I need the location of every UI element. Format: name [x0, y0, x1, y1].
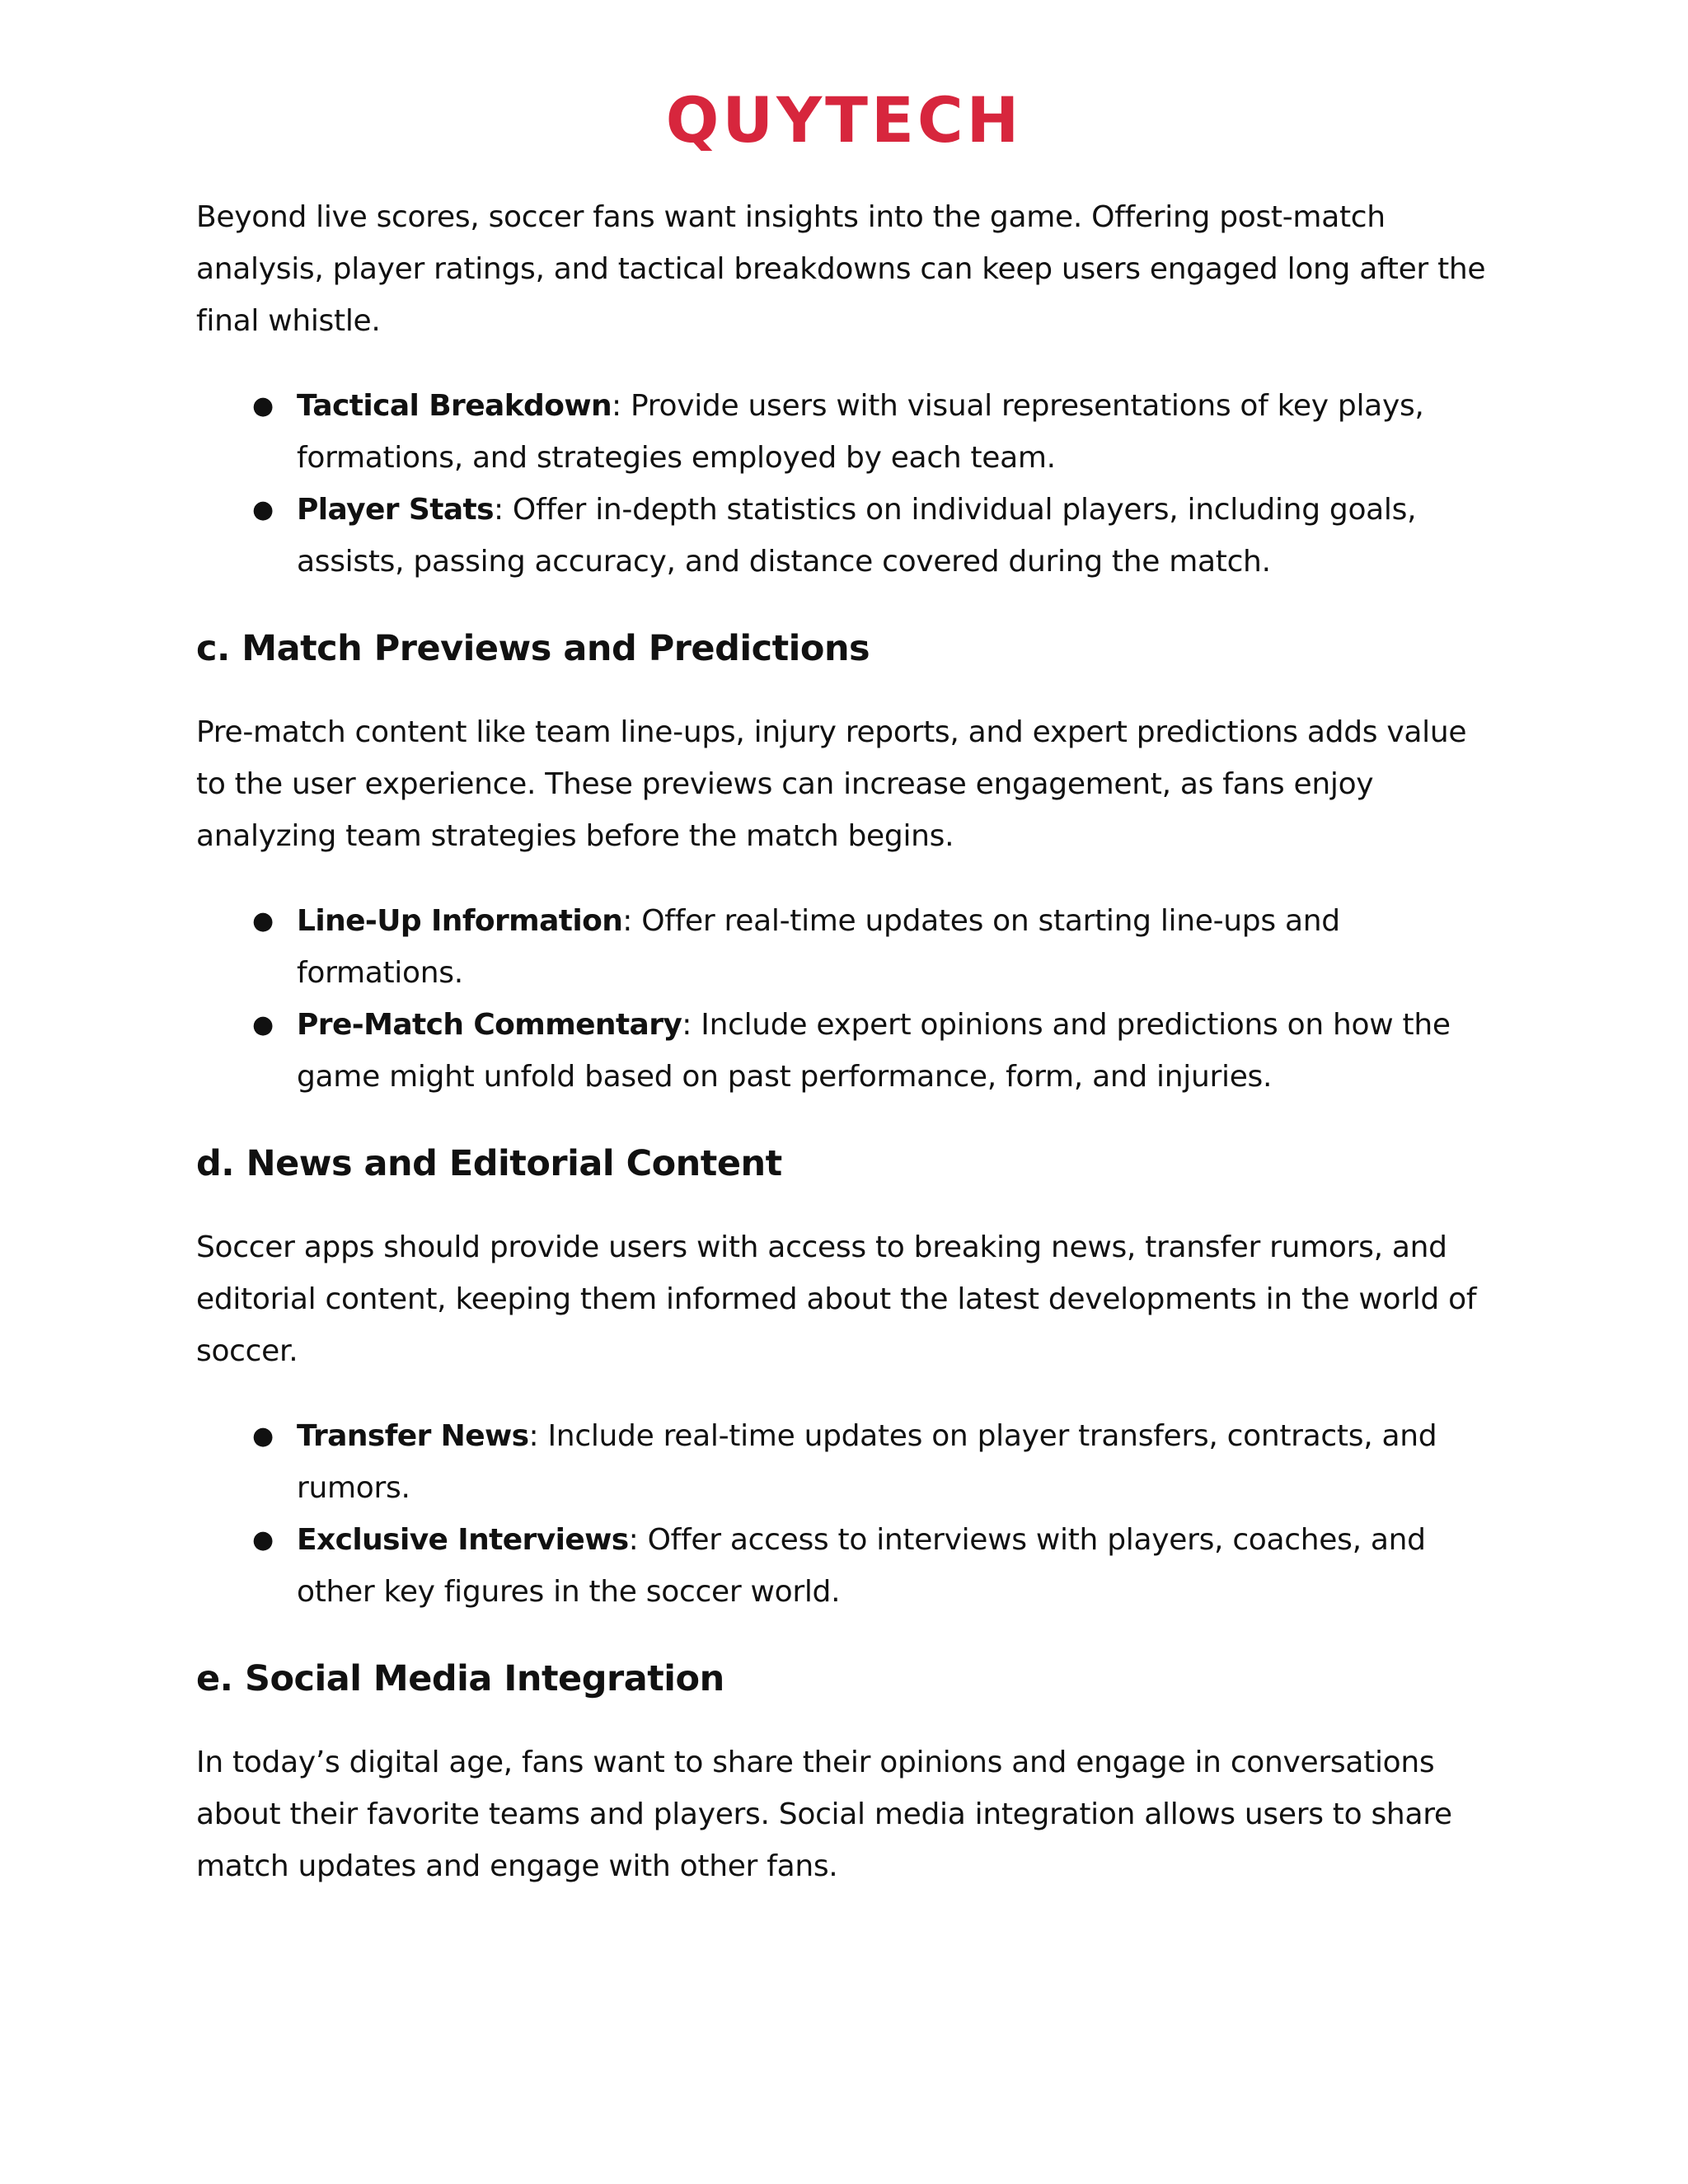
bullet-text: : Include expert opinions and predictions on how the game might unfold based on past performance, form, and injuries.: [297, 1008, 1451, 1094]
list-item: [196, 380, 1498, 484]
bullet-text: : Offer access to interviews with players, coaches, and other key figures in the soccer world.: [297, 1523, 1426, 1609]
bullet-term: Line-Up Information: [297, 904, 623, 938]
section-paragraph: In today’s digital age, fans want to share their opinions and engage in conversations about their favorite teams and players. Social media integration allows users to share match updates and engage with other fans.: [196, 1746, 1452, 1883]
bullet-text: : Provide users with visual representations of key plays, formations, and strategies employed by each team.: [297, 389, 1424, 475]
bullet-text: : Include real-time updates on player transfers, contracts, and rumors.: [297, 1419, 1437, 1505]
company-logo: QUYTECH: [665, 83, 1023, 157]
bullet-term: Player Stats: [297, 493, 494, 527]
section-heading-social-media: e. Social Media Integration: [196, 1658, 724, 1699]
section-bullet-list: [196, 1410, 1498, 1618]
bullet-text: : Offer real-time updates on starting line-ups and formations.: [297, 904, 1340, 990]
list-item: [196, 484, 1498, 588]
bullet-icon: ●: [252, 495, 274, 524]
bullet-icon: ●: [252, 1526, 274, 1554]
section-paragraph: Soccer apps should provide users with access to breaking news, transfer rumors, and editorial content, keeping them informed about the latest developments in the world of soccer.: [196, 1230, 1477, 1368]
intro-paragraph: Beyond live scores, soccer fans want insights into the game. Offering post-match analysis, player ratings, and tactical breakdowns can keep users engaged long after the final whistle.: [196, 200, 1486, 338]
document-body: [196, 191, 1498, 1925]
bullet-term: Tactical Breakdown: [297, 389, 612, 423]
bullet-icon: ●: [252, 391, 274, 420]
bullet-icon: ●: [252, 1422, 274, 1451]
bullet-term: Transfer News: [297, 1419, 529, 1453]
bullet-text: : Offer in-depth statistics on individual players, including goals, assists, passing accuracy, and distance covered during the match.: [297, 493, 1417, 579]
list-item: [196, 999, 1498, 1103]
list-item: [196, 895, 1498, 999]
bullet-icon: ●: [252, 907, 274, 935]
section-heading-news-editorial: d. News and Editorial Content: [196, 1143, 782, 1184]
section-bullet-list: [196, 895, 1498, 1103]
intro-bullet-list: [196, 380, 1498, 588]
section-paragraph: Pre-match content like team line-ups, injury reports, and expert predictions adds value to the user experience. These previews can increase engagement, as fans enjoy analyzing team strategies before the match begins.: [196, 715, 1467, 853]
bullet-term: Pre-Match Commentary: [297, 1008, 682, 1042]
bullet-icon: ●: [252, 1010, 274, 1039]
list-item: [196, 1514, 1498, 1618]
section-heading-match-previews: c. Match Previews and Predictions: [196, 628, 870, 669]
bullet-term: Exclusive Interviews: [297, 1523, 629, 1557]
list-item: [196, 1410, 1498, 1514]
